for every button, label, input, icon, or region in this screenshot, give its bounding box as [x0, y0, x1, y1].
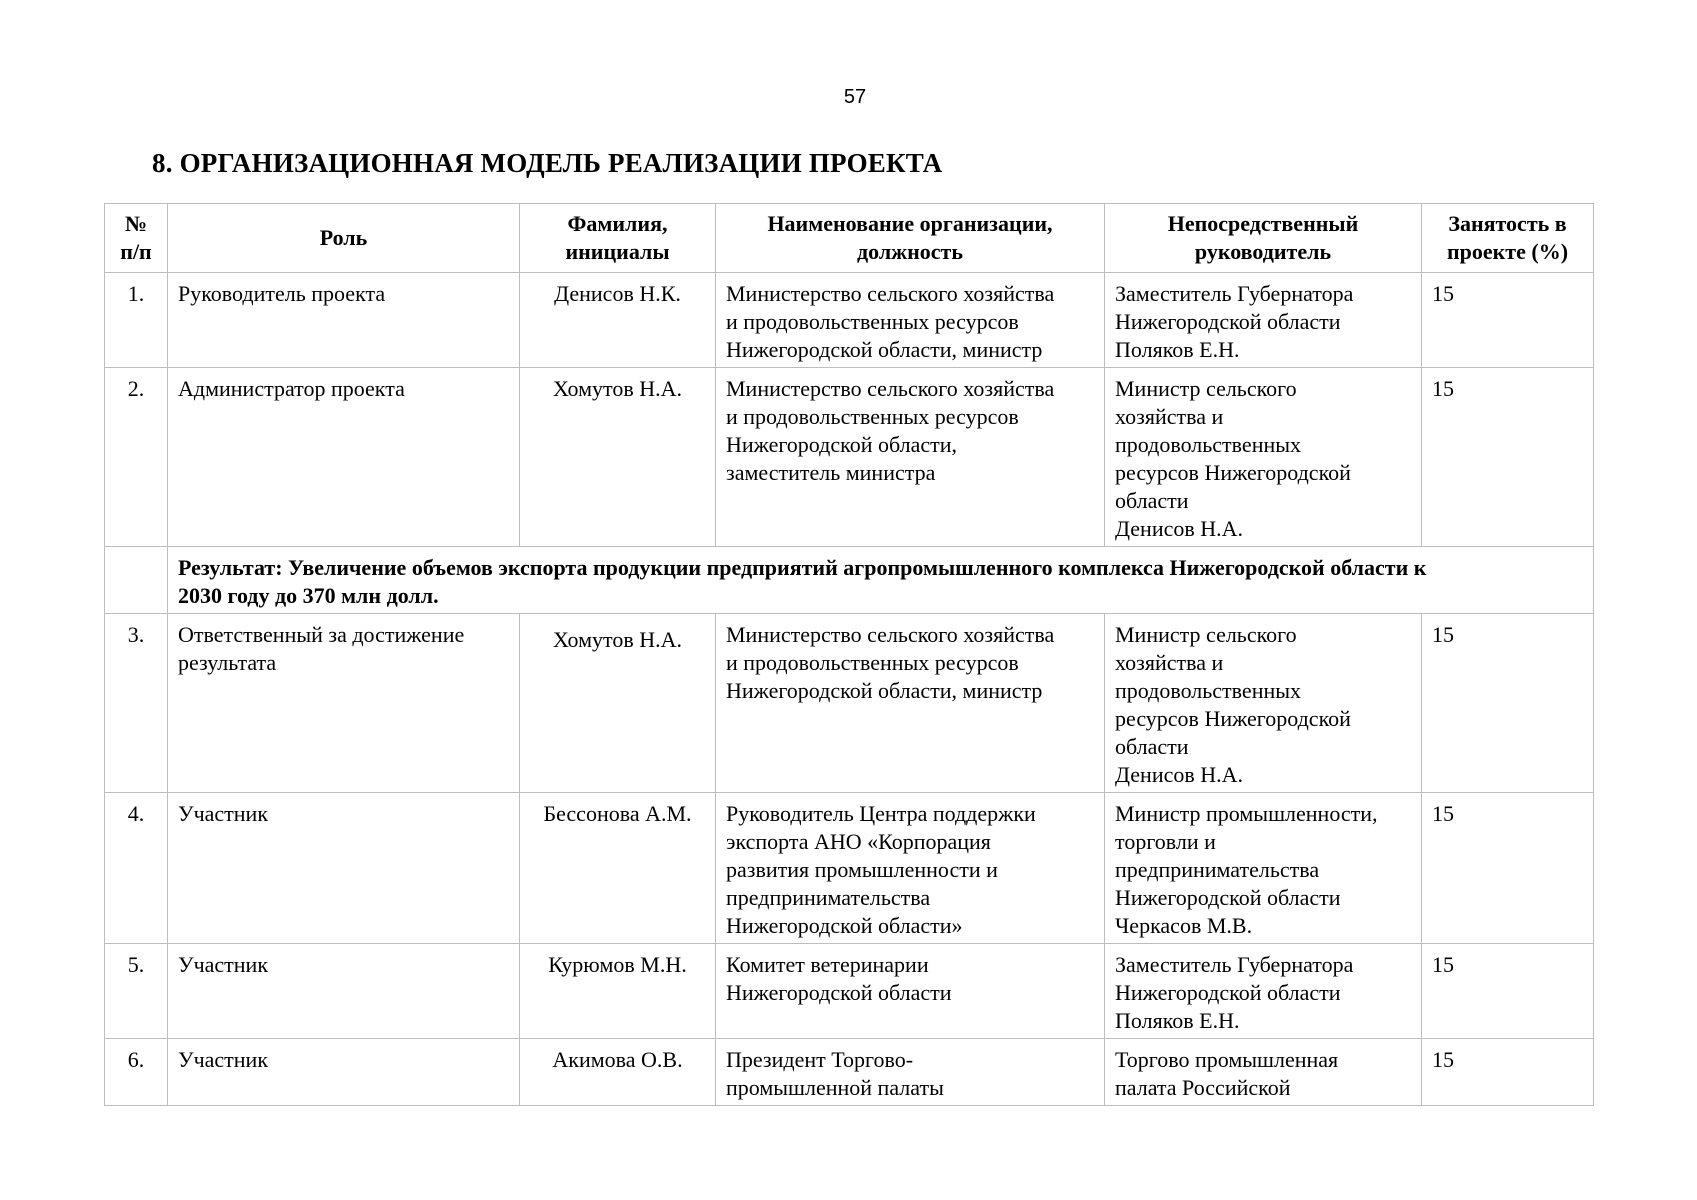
result-number-cell — [105, 547, 168, 614]
row-organization: Министерство сельского хозяйства и продовольственных ресурсов Нижегородской области, министр — [716, 273, 1105, 368]
row-employment: 15 — [1422, 273, 1594, 368]
row-person: Хомутов Н.А. — [520, 614, 716, 793]
row-role: Руководитель проекта — [168, 273, 520, 368]
row-manager: Торгово промышленная палата Российской — [1105, 1039, 1422, 1106]
row-organization: Президент Торгово- промышленной палаты — [716, 1039, 1105, 1106]
result-text: Результат: Увеличение объемов экспорта продукции предприятий агропромышленного комплекса Нижегородской области к 2030 году до 370 млн долл. — [168, 547, 1594, 614]
row-manager: Министр сельского хозяйства и продовольственных ресурсов Нижегородской области Денисов Н.А. — [1105, 614, 1422, 793]
row-organization: Руководитель Центра поддержки экспорта АНО «Корпорация развития промышленности и предпринимательства Нижегородской области» — [716, 793, 1105, 944]
row-manager: Заместитель Губернатора Нижегородской области Поляков Е.Н. — [1105, 273, 1422, 368]
row-number: 1. — [105, 273, 168, 368]
header-role: Роль — [168, 204, 520, 273]
row-employment: 15 — [1422, 1039, 1594, 1106]
header-name: Фамилия, инициалы — [520, 204, 716, 273]
result-row — [105, 547, 1594, 614]
table-row — [105, 614, 1594, 793]
row-number: 5. — [105, 944, 168, 1039]
row-number: 6. — [105, 1039, 168, 1106]
row-person: Курюмов М.Н. — [520, 944, 716, 1039]
row-role: Администратор проекта — [168, 368, 520, 547]
header-number: № п/п — [105, 204, 168, 273]
section-title: 8. ОРГАНИЗАЦИОННАЯ МОДЕЛЬ РЕАЛИЗАЦИИ ПРОЕКТА — [152, 148, 943, 178]
row-manager: Министр сельского хозяйства и продовольственных ресурсов Нижегородской области Денисов Н.А. — [1105, 368, 1422, 547]
header-manager: Непосредственный руководитель — [1105, 204, 1422, 273]
table-row — [105, 368, 1594, 547]
table-row — [105, 944, 1594, 1039]
row-person: Хомутов Н.А. — [520, 368, 716, 547]
row-number: 2. — [105, 368, 168, 547]
row-employment: 15 — [1422, 793, 1594, 944]
table-row — [105, 1039, 1594, 1106]
row-person: Акимова О.В. — [520, 1039, 716, 1106]
table-row — [105, 793, 1594, 944]
row-number: 4. — [105, 793, 168, 944]
table-header-row — [105, 204, 1594, 273]
row-role: Участник — [168, 793, 520, 944]
row-organization: Министерство сельского хозяйства и продовольственных ресурсов Нижегородской области, заместитель министра — [716, 368, 1105, 547]
row-employment: 15 — [1422, 368, 1594, 547]
row-organization: Комитет ветеринарии Нижегородской области — [716, 944, 1105, 1039]
row-role: Участник — [168, 1039, 520, 1106]
row-employment: 15 — [1422, 944, 1594, 1039]
row-number: 3. — [105, 614, 168, 793]
header-employment: Занятость в проекте (%) — [1422, 204, 1594, 273]
table-row — [105, 273, 1594, 368]
page-number: 57 — [843, 86, 867, 108]
row-manager: Заместитель Губернатора Нижегородской области Поляков Е.Н. — [1105, 944, 1422, 1039]
row-organization: Министерство сельского хозяйства и продовольственных ресурсов Нижегородской области, министр — [716, 614, 1105, 793]
project-model-table — [104, 203, 1594, 1106]
row-employment: 15 — [1422, 614, 1594, 793]
header-organization: Наименование организации, должность — [716, 204, 1105, 273]
row-person: Бессонова А.М. — [520, 793, 716, 944]
row-manager: Министр промышленности, торговли и предпринимательства Нижегородской области Черкасов М.В. — [1105, 793, 1422, 944]
row-role: Ответственный за достижение результата — [168, 614, 520, 793]
row-person: Денисов Н.К. — [520, 273, 716, 368]
row-role: Участник — [168, 944, 520, 1039]
